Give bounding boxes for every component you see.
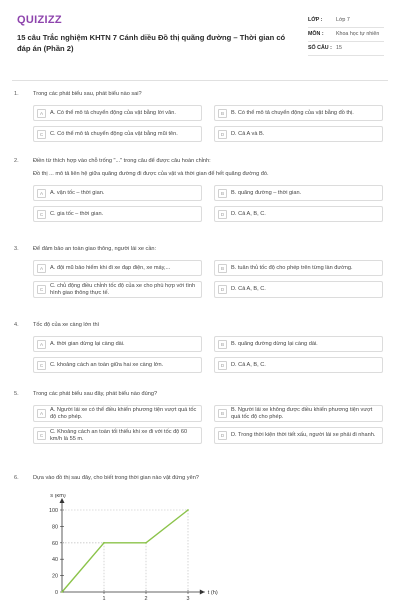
y-tick-label: 20 — [52, 573, 58, 580]
question-text: Để đảm bảo an toàn giao thông, người lái xe cần: — [33, 246, 157, 252]
meta-value: 15 — [336, 45, 342, 51]
question-5 — [14, 390, 386, 444]
question-6 — [14, 474, 386, 482]
y-axis-label: s (km) — [50, 494, 66, 499]
quiz-meta — [308, 14, 384, 56]
option-d[interactable] — [214, 281, 383, 298]
option-b[interactable] — [214, 336, 383, 352]
question-number: 3. — [14, 246, 19, 252]
options-grid — [33, 260, 383, 298]
option-text: B. tuân thủ tốc độ cho phép trên từng làn đường. — [231, 264, 353, 271]
option-text: D. Cả A, B, C. — [231, 286, 266, 293]
option-letter: B — [218, 189, 227, 198]
series-line — [62, 510, 188, 592]
option-text: A. Có thể mô tả chuyển động của vật bằng lời văn. — [50, 109, 176, 116]
option-letter: D — [218, 210, 227, 219]
question-text: Dựa vào đồ thị sau đây, cho biết trong thời gian nào vật đứng yên? — [33, 475, 199, 481]
option-c[interactable] — [33, 357, 202, 373]
options-grid — [33, 336, 383, 373]
options-grid — [33, 105, 383, 142]
header-divider — [12, 80, 388, 81]
option-letter: A — [37, 189, 46, 198]
question-4 — [14, 321, 386, 373]
data-point — [145, 542, 147, 544]
page-title: 15 câu Trắc nghiệm KHTN 7 Cánh diều Đồ thị quãng đường – Thời gian có đáp án (Phần 2) — [17, 33, 286, 53]
option-letter: C — [37, 431, 46, 440]
option-letter: A — [37, 340, 46, 349]
option-text: C. Khoảng cách an toàn tối thiểu khi xe đi với tốc độ 60 km/h là 55 m. — [50, 429, 188, 442]
question-2 — [14, 157, 386, 222]
x-tick-label: 2 — [144, 596, 148, 600]
option-letter: D — [218, 285, 227, 294]
option-text: C. khoảng cách an toàn giữa hai xe càng lớn. — [50, 361, 164, 368]
y-tick-label: 80 — [52, 524, 58, 531]
x-tick-label: 1 — [102, 596, 106, 600]
x-axis-arrow — [200, 590, 205, 595]
question-text: Tốc độ của xe càng lớn thì — [33, 322, 100, 328]
option-d[interactable] — [214, 427, 383, 444]
option-d[interactable] — [214, 206, 383, 222]
question-number: 4. — [14, 322, 19, 328]
meta-row-subject — [308, 28, 384, 42]
option-b[interactable] — [214, 405, 383, 422]
option-letter: C — [37, 285, 46, 294]
meta-row-count — [308, 42, 384, 56]
option-letter: C — [37, 361, 46, 370]
option-a[interactable] — [33, 336, 202, 352]
y-tick-label: 100 — [49, 508, 58, 514]
meta-label: SỐ CÂU : — [308, 45, 332, 51]
option-text: B. quãng đường dừng lại càng dài. — [231, 340, 318, 347]
meta-row-class — [308, 14, 384, 28]
option-b[interactable] — [214, 260, 383, 276]
option-text: D. Cả A và B. — [231, 130, 265, 137]
option-c[interactable] — [33, 281, 202, 298]
question-text: Trong các phát biểu sau đây, phát biểu nào đúng? — [33, 391, 158, 397]
question-number: 5. — [14, 391, 19, 397]
option-d[interactable] — [214, 126, 383, 142]
meta-value: Lớp 7 — [336, 17, 350, 23]
meta-value: Khoa học tự nhiên — [336, 31, 380, 37]
option-a[interactable] — [33, 405, 202, 422]
data-point — [103, 542, 105, 544]
data-point — [61, 591, 63, 593]
option-letter: D — [218, 130, 227, 139]
option-a[interactable] — [33, 185, 202, 201]
y-tick-label: 60 — [52, 540, 58, 547]
option-letter: D — [218, 361, 227, 370]
option-letter: C — [37, 210, 46, 219]
x-axis-label: t (h) — [207, 590, 218, 596]
question-subtext: Đồ thị ... mô tả liên hệ giữa quãng đường đi được của vật và thời gian để hết quãng đường đó. — [33, 171, 269, 177]
option-letter: A — [37, 264, 46, 273]
option-text: B. Người lái xe không được điều khiển phương tiện vượt quá tốc độ cho phép. — [231, 407, 373, 420]
question-text: Trong các phát biểu sau, phát biểu nào sai? — [33, 91, 142, 97]
option-text: A. Người lái xe có thể điều khiển phương tiện vượt quá tốc độ cho phép. — [50, 407, 197, 420]
option-text: D. Cả A, B, C. — [231, 361, 266, 368]
option-text: A. thời gian dừng lại càng dài. — [50, 340, 125, 347]
option-letter: A — [37, 109, 46, 118]
option-letter: B — [218, 340, 227, 349]
option-b[interactable] — [214, 185, 383, 201]
option-letter: B — [218, 109, 227, 118]
option-letter: B — [218, 264, 227, 273]
x-tick-label: 3 — [186, 596, 190, 600]
question-1 — [14, 90, 386, 142]
distance-time-chart — [30, 494, 230, 600]
option-text: B. quãng đường – thời gian. — [231, 189, 302, 196]
option-d[interactable] — [214, 357, 383, 373]
y-tick-label: 0 — [55, 590, 58, 596]
y-tick-label: 40 — [52, 557, 58, 564]
question-number: 6. — [14, 475, 19, 481]
option-text: A. vận tốc – thời gian. — [50, 189, 105, 196]
option-letter: D — [218, 431, 227, 440]
quizizz-logo: QUIZIZZ — [17, 14, 62, 26]
option-c[interactable] — [33, 126, 202, 142]
question-number: 2. — [14, 158, 19, 164]
option-text: D. Cả A, B, C. — [231, 210, 266, 217]
option-letter: A — [37, 409, 46, 418]
option-text: B. Có thể mô tả chuyển động của vật bằng đồ thị. — [231, 109, 354, 116]
options-grid — [33, 405, 383, 444]
meta-label: LỚP : — [308, 17, 323, 23]
option-text: C. Có thể mô tả chuyển động của vật bằng mũi tên. — [50, 130, 178, 137]
option-a[interactable] — [33, 105, 202, 121]
option-text: C. chủ động điều chỉnh tốc độ của xe cho phù hợp với tình hình giao thông thực tế. — [50, 283, 196, 296]
option-b[interactable] — [214, 105, 383, 121]
question-number: 1. — [14, 91, 19, 97]
option-letter: C — [37, 130, 46, 139]
option-a[interactable] — [33, 260, 202, 276]
question-text: Điền từ thích hợp vào chỗ trống "..." trong câu để được câu hoàn chỉnh: — [33, 158, 211, 164]
option-text: D. Trong thời kiện thời tiết xấu, người lái xe phải đi nhanh. — [231, 432, 376, 439]
data-point — [187, 509, 189, 511]
option-c[interactable] — [33, 427, 202, 444]
meta-label: MÔN : — [308, 31, 324, 37]
option-text: C. gia tốc – thời gian. — [50, 210, 104, 217]
option-c[interactable] — [33, 206, 202, 222]
option-text: A. đội mũ bảo hiểm khi đi xe đạp điện, xe máy,... — [50, 264, 171, 271]
options-grid — [33, 185, 383, 222]
question-3 — [14, 245, 386, 298]
option-letter: B — [218, 409, 227, 418]
